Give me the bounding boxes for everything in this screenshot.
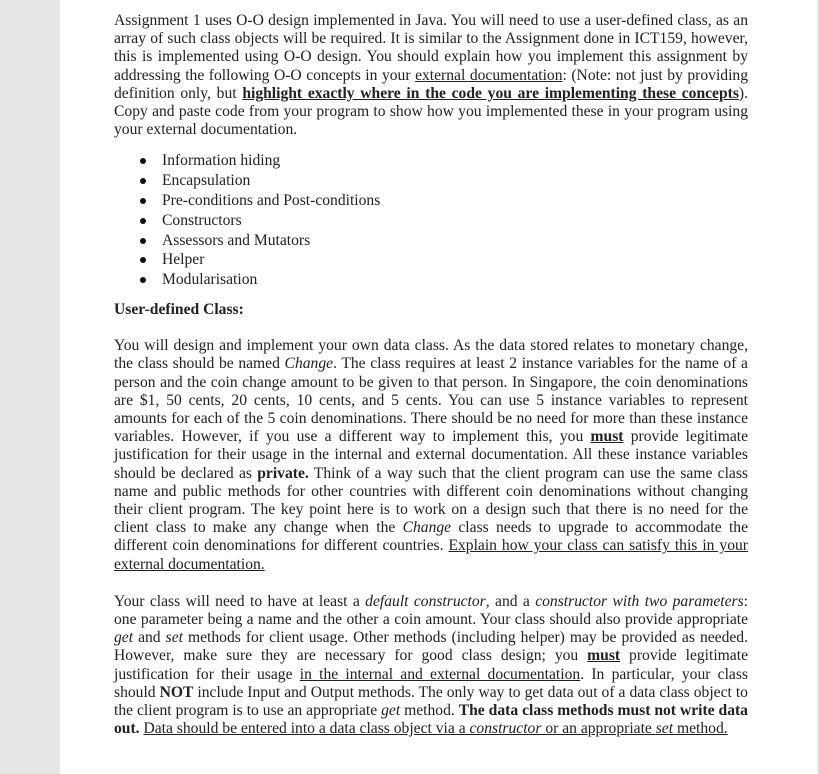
- body-text: You will design and implement your own data class. As the data stored relates to monetary change, the class should be named: [114, 337, 748, 373]
- must-emphasis: must: [590, 428, 624, 446]
- italic-term: constructor with two parameters: [535, 592, 744, 610]
- external-documentation-underlined: external documentation: [415, 66, 563, 84]
- list-item: Pre-conditions and Post-conditions: [162, 191, 748, 211]
- list-item: Encapsulation: [162, 171, 748, 191]
- list-item: Helper: [162, 250, 748, 270]
- body-text: , and a: [485, 592, 536, 610]
- body-text: . In particular, your class should: [114, 665, 748, 701]
- data-entry-underlined: method.: [673, 720, 728, 738]
- private-bold: private.: [257, 464, 309, 482]
- not-bold: NOT: [159, 683, 194, 701]
- list-item: Modularisation: [162, 270, 748, 290]
- intro-paragraph: [114, 12, 748, 139]
- italic-term: default constructor: [365, 592, 486, 610]
- body-text: methods for client usage. Other methods (including helper) may be provided as needed. However, make sure they are necessary for good class design; you: [114, 629, 749, 665]
- body-text: . The class requires at least 2 instance variables for the name of a person and the coin change amount to be given to that person. In Singapore, the coin denominations are $1, 50 cents, 20 cents, 10 cents, and 5 cents. You can use 5 instance variables to represent amounts for each of the 5 coin denominations. There should be no need for more than these instance variables. However, if you use a different way to implement this, you: [114, 355, 748, 446]
- body-text: Your class will need to have at least a: [114, 592, 366, 610]
- must-emphasis: must: [587, 647, 621, 665]
- highlight-instruction: highlight exactly where in the code you are implementing these concepts: [242, 84, 739, 102]
- body-text: : one parameter being a name and the other a coin amount. Your class should also provide appropriate: [114, 592, 749, 629]
- body-text: method.: [400, 702, 459, 720]
- no-output-rule-bold: The data class methods must not write data out.: [114, 702, 748, 738]
- class-name-italic: Change: [284, 355, 334, 373]
- intro-text: Assignment 1 uses O-O design implemented in Java. You will need to use a user-defined class, as an array of such class objects will be required. It is similar to the Assignment done in ICT159, however, this is implemented using O-O design. You should explain how you implement this assignment by addressing the following O-O concepts in your: [114, 12, 748, 84]
- body-text: include Input and Output methods. The only way to get data out of a data class object to the client program is to use an appropriate: [114, 683, 748, 720]
- data-entry-underlined-italic: set: [655, 720, 674, 738]
- oo-concepts-list: [114, 151, 748, 290]
- data-entry-underlined-italic: constructor: [469, 720, 542, 738]
- explain-instruction-underlined: Explain how your class can satisfy this in your external documentation.: [114, 537, 748, 573]
- data-entry-underlined: Data should be entered into a data class object via a: [143, 720, 470, 738]
- italic-term: set: [165, 629, 183, 647]
- class-name-italic: Change: [402, 519, 452, 537]
- document-body: [114, 12, 748, 738]
- body-text: class needs to upgrade to accommodate the different coin denominations for different countries.: [114, 519, 749, 555]
- data-entry-underlined: or an appropriate: [541, 720, 656, 738]
- intro-text: : (Note: not just by providing definition only, but: [114, 66, 748, 102]
- body-text: and: [133, 629, 166, 647]
- list-item: Information hiding: [162, 151, 748, 171]
- documentation-underlined: in the internal and external documentation: [299, 665, 581, 683]
- italic-term: get: [114, 629, 134, 647]
- body-text: Think of a way such that the client program can use the same class name and public methods for other countries with different coin denominations without changing their client program. The key point here is to work on a design such that there is no need for the client class to make any change when the: [114, 464, 748, 537]
- intro-text: ). Copy and paste code from your program to show how you implemented these in your program using your external documentation.: [114, 84, 748, 139]
- list-item: Assessors and Mutators: [162, 231, 748, 251]
- body-text: provide legitimate justification for their usage in the internal and external documentation. All these instance variables should be declared as: [114, 428, 748, 482]
- italic-term: get: [381, 702, 401, 720]
- constructor-paragraph: [114, 593, 748, 739]
- class-design-paragraph: [114, 337, 748, 574]
- section-heading: User-defined Class:: [114, 301, 244, 318]
- list-item: Constructors: [162, 211, 748, 231]
- document-page: [60, 0, 817, 774]
- body-text: provide legitimate justification for their usage: [114, 647, 748, 683]
